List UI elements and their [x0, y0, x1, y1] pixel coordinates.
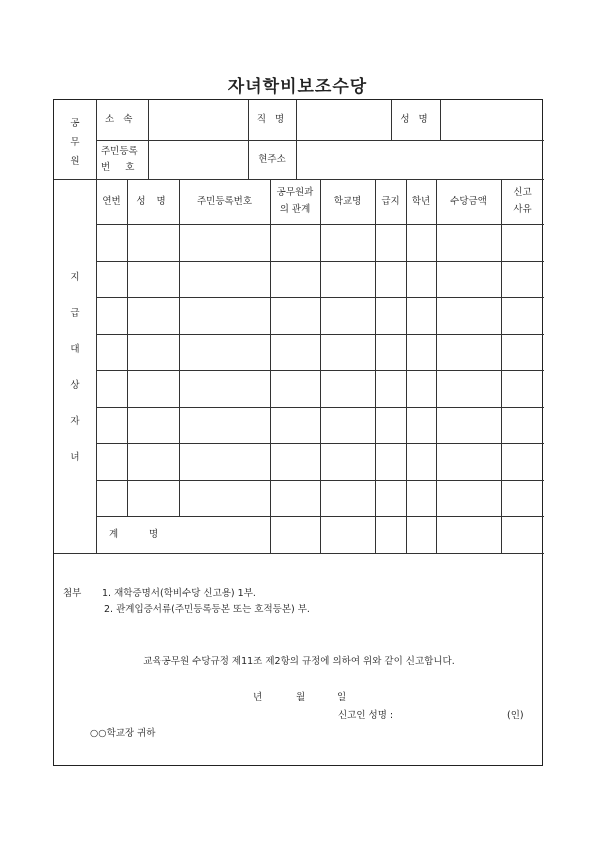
name-field[interactable]	[443, 102, 541, 138]
total-unit: 명	[149, 529, 159, 540]
address-field[interactable]	[299, 142, 541, 178]
col-header-name: 성 명	[136, 196, 170, 207]
affiliation-label: 소 속	[105, 114, 136, 125]
side-column-divider	[96, 100, 97, 553]
form-table	[53, 99, 543, 766]
date-month: 월	[296, 692, 306, 703]
rrn-label-line1: 주민등록	[101, 146, 138, 157]
col-header-relation-line2: 의 관계	[279, 204, 311, 215]
col-header-amount: 수당금액	[450, 196, 487, 207]
employee-side-char: 원	[70, 156, 80, 167]
row-divider	[96, 140, 544, 141]
total-label: 계	[109, 529, 119, 540]
form-title: 자녀학비보조수당	[227, 77, 368, 97]
children-side-char: 급	[70, 308, 80, 319]
section-divider	[54, 553, 544, 554]
column-divider	[320, 179, 321, 553]
col-header-reason-line2: 사유	[513, 204, 532, 215]
column-divider	[440, 100, 441, 140]
col-header-grade-level: 급지	[381, 196, 400, 207]
affiliation-field[interactable]	[151, 102, 245, 138]
children-side-char: 녀	[70, 452, 80, 463]
address-label: 현주소	[258, 154, 286, 165]
reporter-label: 신고인 성명 :	[338, 710, 394, 721]
employee-side-char: 공	[70, 118, 80, 129]
position-field[interactable]	[299, 102, 388, 138]
children-side-char: 대	[70, 344, 80, 355]
name-label: 성 명	[400, 114, 431, 125]
attachment-label: 첨부	[63, 588, 82, 599]
column-divider	[501, 179, 502, 553]
attachment-item-2: 2. 관계입증서류(주민등록등본 또는 호적등본) 부.	[104, 604, 310, 615]
column-divider	[148, 100, 149, 180]
rrn-label-line2: 번 호	[101, 162, 141, 173]
col-header-reason-line1: 신고	[513, 187, 532, 198]
col-header-year: 학년	[411, 196, 431, 207]
date-day: 일	[337, 692, 347, 703]
column-divider	[179, 179, 180, 516]
column-divider	[248, 100, 249, 180]
attachment-item-1: 1. 재학증명서(학비수당 신고용) 1부.	[102, 588, 256, 599]
col-header-rrn: 주민등록번호	[196, 196, 253, 207]
addressee: ○○학교장 귀하	[90, 728, 156, 739]
children-side-char: 지	[70, 272, 80, 283]
column-divider	[406, 179, 407, 553]
position-label: 직 명	[256, 114, 288, 125]
col-header-relation-line1: 공무원과	[276, 187, 314, 198]
statement-text: 교육공무원 수당규정 제11조 제2항의 규정에 의하여 위와 같이 신고합니다.	[143, 656, 455, 667]
rrn-field[interactable]	[151, 142, 245, 178]
date-year: 년	[253, 692, 263, 703]
col-header-seq: 연번	[102, 196, 121, 207]
children-side-char: 자	[70, 416, 80, 427]
col-header-school: 학교명	[333, 196, 362, 207]
employee-side-char: 무	[70, 137, 80, 148]
column-divider	[270, 179, 271, 553]
children-side-char: 상	[70, 380, 80, 391]
seal-mark: (인)	[507, 710, 524, 721]
column-divider	[127, 179, 128, 516]
column-divider	[296, 100, 297, 180]
column-divider	[375, 179, 376, 553]
column-divider	[436, 179, 437, 553]
